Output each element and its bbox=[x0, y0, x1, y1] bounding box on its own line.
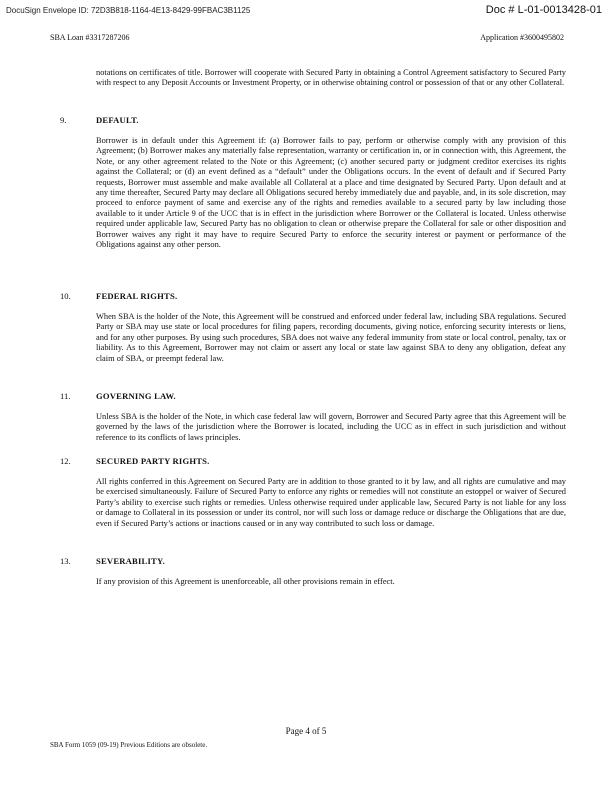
section-title: DEFAULT. bbox=[96, 115, 139, 125]
section-body: All rights conferred in this Agreement on Secured Party are in addition to those granted to it by law, and all rights are cumulative and may be exercised simultaneously. Failure of Secured Party to enforce any rights or remedies will not constitute an estoppel or waiver of Secured Party’s ability to exercise such rights or remedies. Unless otherwise required under applicable law, Secured Party is not liable for any loss or damage to Collateral in its possession or under its control, nor will such loss or damage reduce or discharge the Obligations that are due, even if Secured Party’s actions or inactions caused or in any way contributed to such loss or damage. bbox=[96, 477, 566, 528]
section-title: FEDERAL RIGHTS. bbox=[96, 291, 178, 301]
section-heading bbox=[60, 555, 570, 567]
document-number: Doc # L-01-0013428-01 bbox=[485, 4, 602, 16]
section-number: 9. bbox=[60, 115, 67, 125]
section-default bbox=[60, 114, 570, 250]
section-severability bbox=[60, 555, 570, 587]
page-number: Page 4 of 5 bbox=[285, 726, 327, 736]
continued-paragraph: notations on certificates of title. Borrower will cooperate with Secured Party in obtaining a Control Agreement satisfactory to Secured Party with respect to any Deposit Accounts or Investment Property, or in otherwise obtaining control or possession of that or any other Collateral. bbox=[96, 68, 566, 88]
section-number: 12. bbox=[60, 456, 71, 466]
section-number: 11. bbox=[60, 391, 71, 401]
section-governing-law bbox=[60, 390, 570, 443]
section-heading bbox=[60, 290, 570, 302]
section-federal-rights bbox=[60, 290, 570, 364]
section-heading bbox=[60, 390, 570, 402]
form-footnote: SBA Form 1059 (09-19) Previous Editions are obsolete. bbox=[50, 741, 208, 749]
section-body: When SBA is the holder of the Note, this Agreement will be construed and enforced under federal law, including SBA regulations. Secured Party or SBA may use state or local procedures for filing papers, recording documents, giving notice, enforcing security interests or liens, and for any other purposes. By using such procedures, SBA does not waive any federal immunity from state or local control, penalty, tax or liability. As to this Agreement, Borrower may not claim or assert any local or state law against SBA to deny any obligation, defeat any claim of SBA, or preempt federal law. bbox=[96, 312, 566, 363]
docusign-envelope-id: DocuSign Envelope ID: 72D3B818-1164-4E13-8429-99FBAC3B1125 bbox=[6, 6, 251, 15]
section-body: Borrower is in default under this Agreement if: (a) Borrower fails to pay, perform or otherwise comply with any provision of this Agreement; (b) Borrower makes any materially false representation, warranty or certification in, or in connection with, this Agreement, the Note, or any other agreement related to the Note or this Agreement; (c) another secured party or judgment creditor exercises its rights against the Collateral; or (d) an event defined as a “default” under the Obligations occurs. In the event of default and if Secured Party requests, Borrower must assemble and make available all Collateral at a place and time designated by Secured Party. Upon default and at any time thereafter, Secured Party may declare all Obligations secured hereby immediately due and payable, and, in its sole discretion, may proceed to enforce payment of same and exercise any of the rights and remedies available to a secured party by law including those available to it under Article 9 of the UCC that is in effect in the jurisdiction where Borrower or the Collateral is located. Unless otherwise required under applicable law, Secured Party has no obligation to clean or otherwise prepare the Collateral for sale or other disposition and Borrower waives any right it may have to require Secured Party to enforce the security interest or payment or performance of the Obligations against any other person. bbox=[96, 136, 566, 250]
section-heading bbox=[60, 114, 570, 126]
section-body: If any provision of this Agreement is unenforceable, all other provisions remain in effect. bbox=[96, 577, 395, 586]
section-title: GOVERNING LAW. bbox=[96, 391, 176, 401]
section-body: Unless SBA is the holder of the Note, in which case federal law will govern, Borrower and Secured Party agree that this Agreement will be governed by the laws of the jurisdiction where the Borrower is located, including the UCC as in effect in such jurisdiction and without reference to its conflicts of laws principles. bbox=[96, 412, 566, 442]
section-number: 10. bbox=[60, 291, 71, 301]
section-title: SEVERABILITY. bbox=[96, 556, 165, 566]
section-secured-party-rights bbox=[60, 455, 570, 529]
section-number: 13. bbox=[60, 556, 71, 566]
section-title: SECURED PARTY RIGHTS. bbox=[96, 456, 210, 466]
sba-loan-number: SBA Loan #3317287206 bbox=[50, 33, 130, 42]
application-number: Application #3600495802 bbox=[480, 33, 564, 42]
section-heading bbox=[60, 455, 570, 467]
